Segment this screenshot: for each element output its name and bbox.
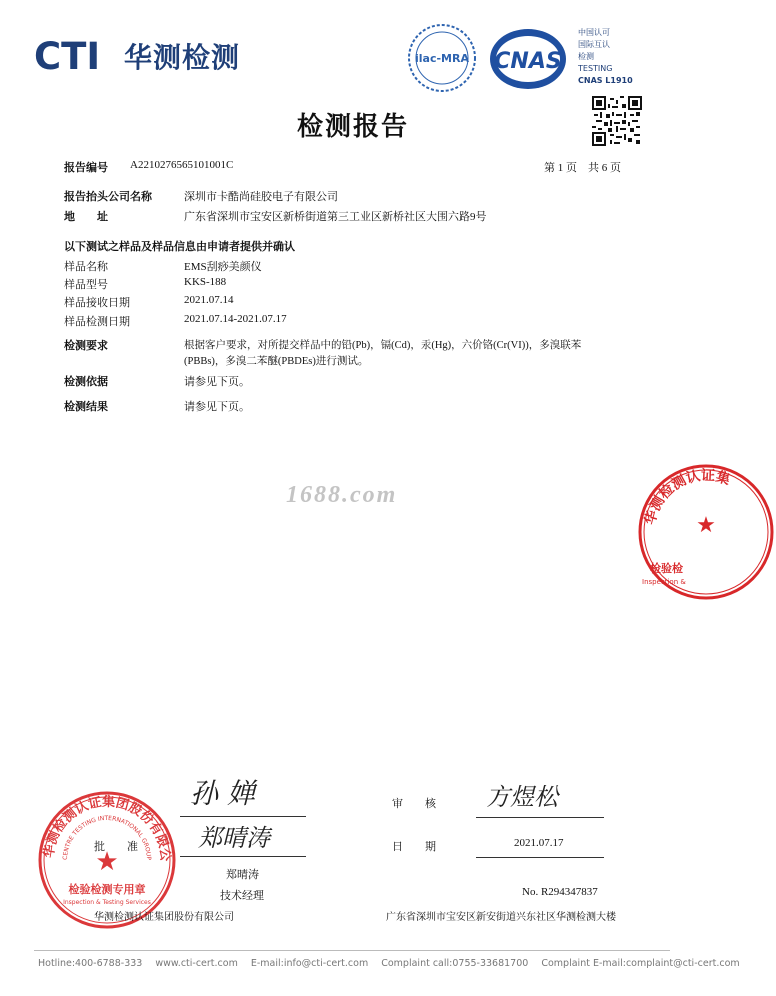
approver-name: 郑晴涛 <box>226 869 259 881</box>
signature-top-text: 孙 婵 <box>190 777 255 810</box>
report-number-label: 报告编号 <box>64 161 108 174</box>
signature-top <box>186 773 316 817</box>
company-label: 报告抬头公司名称 <box>64 190 152 203</box>
company-footer-right: 广东省深圳市宝安区新安街道兴东社区华测检测大楼 <box>386 912 616 923</box>
footer-email[interactable]: E-mail:info@cti-cert.com <box>250 958 369 969</box>
footer-complaint-call: Complaint call:0755-33681700 <box>381 958 529 969</box>
accred-line: TESTING <box>578 64 613 73</box>
accred-line: CNAS L1910 <box>578 76 633 85</box>
receive-date-value: 2021.07.14 <box>184 294 234 306</box>
cti-logo-graphic <box>34 28 264 78</box>
logo-cti-text: CTI <box>34 35 101 78</box>
basis-label: 检测依据 <box>64 375 108 388</box>
approver-title: 技术经理 <box>220 890 264 902</box>
sample-name-value: EMS刮痧美颜仪 <box>184 261 262 273</box>
result-value: 请参见下页。 <box>184 401 250 413</box>
signature-bottom-text: 郑晴涛 <box>198 824 270 852</box>
address-label: 地 址 <box>64 210 108 223</box>
signature-line-lower <box>180 856 306 857</box>
signature-bottom <box>196 818 306 858</box>
test-date-label: 样品检测日期 <box>64 316 130 328</box>
date-value: 2021.07.17 <box>514 837 564 849</box>
report-number-value: A2210276565101001C <box>130 159 234 171</box>
right-stamp-bottom: 检验检 <box>650 562 683 575</box>
logo-cn-text: 华测检测 <box>124 41 241 74</box>
sample-model-value: KKS-188 <box>184 276 227 288</box>
report-title: 检测报告 <box>296 112 409 142</box>
review-label: 审 核 <box>392 798 436 810</box>
left-stamp-star: ★ <box>95 847 119 877</box>
address-value: 广东省深圳市宝安区新桥街道第三工业区新桥社区大围六路9号 <box>184 211 487 223</box>
cnas-logo <box>486 24 570 94</box>
right-stamp <box>636 462 732 602</box>
review-signature <box>484 778 604 818</box>
right-stamp-arc: 华测检测认证集 <box>642 467 732 527</box>
signature-line-upper <box>180 816 306 817</box>
review-line <box>476 817 604 818</box>
basis-value: 请参见下页。 <box>184 376 250 388</box>
footer-bar <box>38 958 740 969</box>
right-stamp-star: ★ <box>696 513 716 538</box>
requirement-label: 检测要求 <box>64 339 108 352</box>
receive-date-label: 样品接收日期 <box>64 297 130 309</box>
ilac-mra-logo <box>406 22 478 94</box>
sample-model-label: 样品型号 <box>64 279 108 291</box>
company-footer-left: 华测检测认证集团股份有限公司 <box>94 912 234 923</box>
sample-name-label: 样品名称 <box>64 261 108 273</box>
left-stamp-arc-en: CENTRE TESTING INTERNATIONAL GROUP <box>61 814 153 861</box>
watermark: 1688.com <box>286 482 398 508</box>
accred-line: 国际互认 <box>578 40 610 49</box>
footer-hotline: Hotline:400-6788-333 <box>38 958 143 969</box>
company-value: 深圳市卡酷尚硅胶电子有限公司 <box>184 191 338 203</box>
test-date-value: 2021.07.14-2021.07.17 <box>184 313 287 325</box>
result-label: 检测结果 <box>64 400 108 413</box>
right-stamp-bottom-en: Inspection & <box>642 578 686 586</box>
ilac-text: ilac-MRA <box>415 52 469 65</box>
footer-divider <box>34 950 670 951</box>
date-label: 日 期 <box>392 841 436 853</box>
sample-section-title: 以下测试之样品及样品信息由申请者提供并确认 <box>64 240 295 253</box>
cnas-text: CNAS <box>494 49 562 74</box>
requirement-line-2: (PBBs)，多溴二苯醚(PBDEs)进行测试。 <box>184 356 369 367</box>
report-serial-number: No. R294347837 <box>522 886 598 898</box>
page-info: 第 1 页 共 6 页 <box>544 162 621 174</box>
footer-complaint-email[interactable]: Complaint E-mail:complaint@cti-cert.com <box>541 958 740 969</box>
approver-label: 批 准 <box>94 841 138 853</box>
requirement-line-1: 根据客户要求，对所提交样品中的铅(Pb)，镉(Cd)，汞(Hg)，六价铬(Cr(VI))，多溴联苯 <box>184 340 582 351</box>
accred-line: 检测 <box>578 52 594 61</box>
left-stamp-arc: 华测检测认证集团股份有限公 <box>41 794 173 862</box>
accred-line: 中国认可 <box>578 28 610 37</box>
date-line <box>476 857 604 858</box>
review-signature-text: 方煜松 <box>486 783 558 811</box>
cti-logo <box>34 28 264 78</box>
left-stamp-bottom-en: Inspection & Testing Services <box>63 899 151 906</box>
svg-text:华测检测认证集 <box>641 467 732 527</box>
accreditation-block <box>578 27 658 87</box>
left-stamp-bottom: 检验检测专用章 <box>68 883 146 896</box>
footer-web[interactable]: www.cti-cert.com <box>155 958 238 969</box>
